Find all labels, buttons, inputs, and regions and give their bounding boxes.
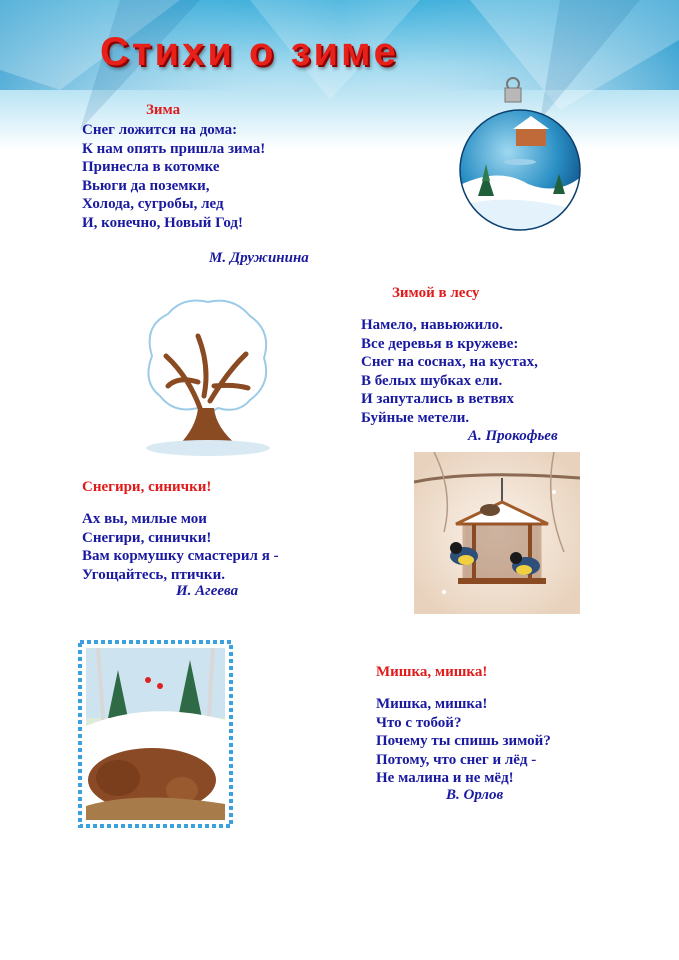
bird-feeder-image <box>414 452 580 614</box>
poem-title-mishka: Мишка, мишка! <box>376 664 488 680</box>
poem-line: В белых шубках ели. <box>361 372 503 389</box>
poem-line: Холода, сугробы, лед <box>82 196 224 212</box>
poem-line: Мишка, мишка! <box>376 696 488 712</box>
poem-line: Угощайтесь, птички. <box>82 566 225 583</box>
page-title: Стихи о зиме <box>100 30 399 74</box>
poem-title-zima: Зима <box>146 102 181 118</box>
poem-text-snegiri <box>82 510 279 584</box>
poem-line: И запутались в ветвях <box>361 391 514 407</box>
poem-line: Снег ложится на дома: <box>82 122 238 138</box>
poem-title-snegiri: Снегири, синички! <box>82 479 212 495</box>
poem-author-snegiri: И. Агеева <box>176 583 239 599</box>
poem-line: Снег на соснах, на кустах, <box>361 354 538 370</box>
poem-text-zimoi-v-lesu <box>361 316 538 427</box>
poem-line: Буйные метели. <box>361 409 470 426</box>
poem-line: Что с тобой? <box>376 714 462 731</box>
poem-title-zimoi-v-lesu: Зимой в лесу <box>392 285 480 301</box>
poem-line: Снегири, синички! <box>82 529 212 546</box>
poem-line: Почему ты спишь зимой? <box>376 733 551 749</box>
poem-author-zimoi-v-lesu: А. Прокофьев <box>468 428 558 444</box>
snowy-tree-image <box>138 296 272 458</box>
poem-line: Вам кормушку смастерил я - <box>82 548 279 564</box>
sleeping-bear-image <box>78 640 233 828</box>
poem-line: Не малина и не мёд! <box>376 770 514 786</box>
poem-line: Все деревья в кружеве: <box>361 335 519 352</box>
poem-author-zima: М. Дружинина <box>209 250 309 266</box>
poem-text-zima <box>82 121 265 232</box>
poem-line: К нам опять пришла зима! <box>82 140 266 157</box>
poem-line: Вьюги да поземки, <box>82 177 210 194</box>
poem-line: И, конечно, Новый Год! <box>82 214 244 231</box>
poem-line: Потому, что снег и лёд - <box>376 751 537 768</box>
poem-author-mishka: В. Орлов <box>446 787 504 803</box>
poem-text-mishka <box>376 695 551 788</box>
poem-line: Принесла в котомке <box>82 159 220 175</box>
poem-line: Намело, навьюжило. <box>361 317 503 333</box>
christmas-ornament-image <box>458 76 582 232</box>
poem-line: Ах вы, милые мои <box>82 511 207 527</box>
